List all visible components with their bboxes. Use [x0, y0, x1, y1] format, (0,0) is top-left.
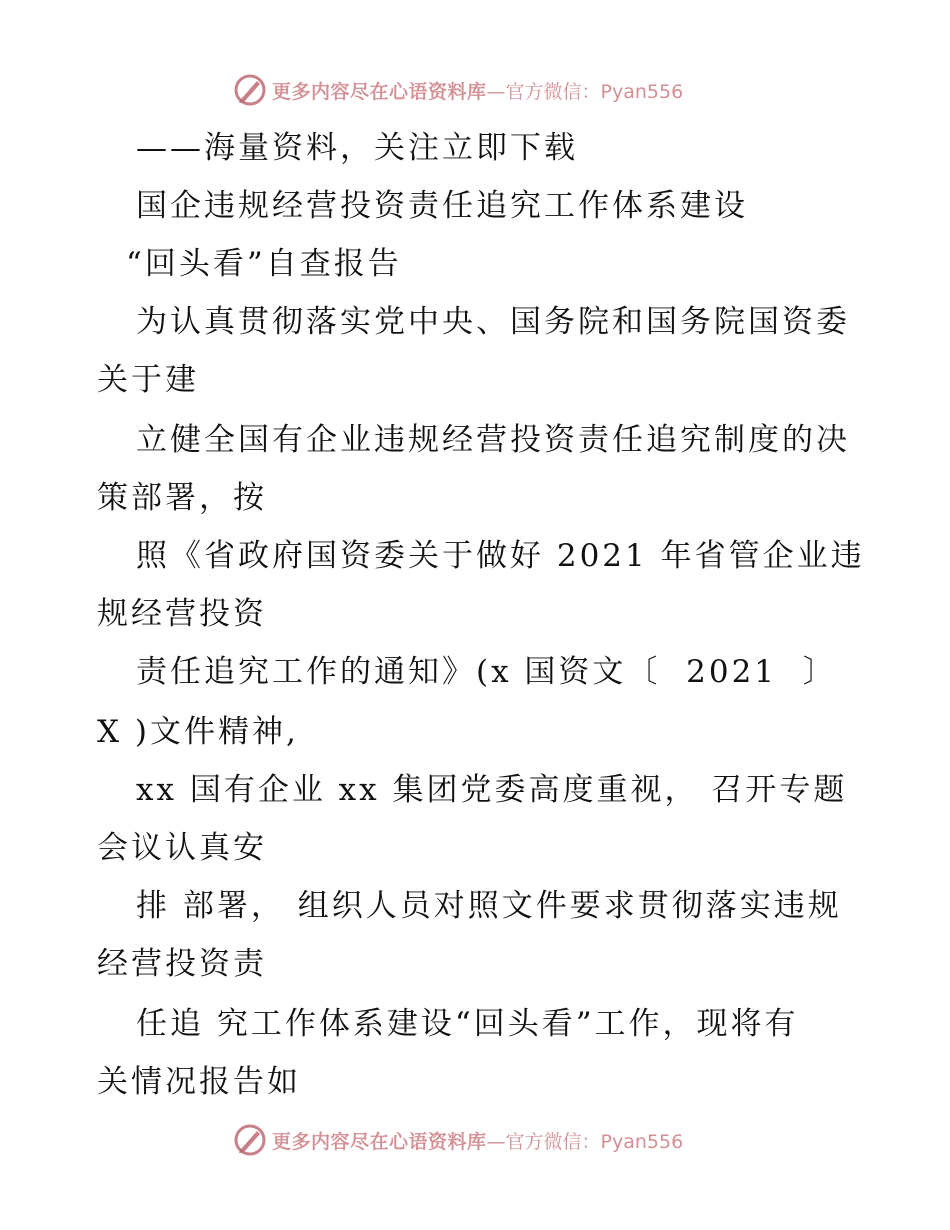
watermark-contact-text: —官方微信：Pyan556	[486, 1130, 684, 1153]
watermark-site-text: 更多内容尽在心语资料库	[272, 80, 487, 103]
watermark-site-text: 更多内容尽在心语资料库	[272, 1130, 487, 1153]
text-line: 责任追究工作的通知》(x 国资文〔 2021 〕	[136, 654, 837, 690]
watermark-contact-text: —官方微信：Pyan556	[486, 80, 684, 103]
text-line: 会议认真安	[97, 830, 267, 866]
pen-circle-logo-icon	[232, 1122, 268, 1158]
watermark-banner-bottom	[232, 1120, 683, 1160]
text-line: 为认真贯彻落实党中央、国务院和国务院国资委	[136, 304, 850, 340]
text-line: 经营投资责	[97, 946, 267, 982]
text-line: 照《省政府国资委关于做好 2021 年省管企业违	[136, 538, 865, 574]
watermark-banner-top	[232, 70, 683, 110]
text-line: X )文件精神,	[97, 714, 299, 750]
text-line: 规经营投资	[97, 596, 267, 632]
text-line: 关情况报告如	[97, 1064, 301, 1100]
text-line: “回头看”自查报告	[126, 246, 402, 282]
text-line: 策部署，按	[97, 480, 267, 516]
text-line: 任追 究工作体系建设“回头看”工作，现将有	[136, 1006, 799, 1042]
text-line: 关于建	[97, 362, 199, 398]
text-line: 国企违规经营投资责任追究工作体系建设	[136, 188, 748, 224]
text-line: xx 国有企业 xx 集团党委高度重视， 召开专题	[136, 772, 848, 808]
text-line: 立健全国有企业违规经营投资责任追究制度的决	[136, 422, 850, 458]
text-line: ——海量资料，关注立即下载	[136, 130, 578, 166]
pen-circle-logo-icon	[232, 72, 268, 108]
text-line: 排 部署， 组织人员对照文件要求贯彻落实违规	[136, 888, 842, 924]
